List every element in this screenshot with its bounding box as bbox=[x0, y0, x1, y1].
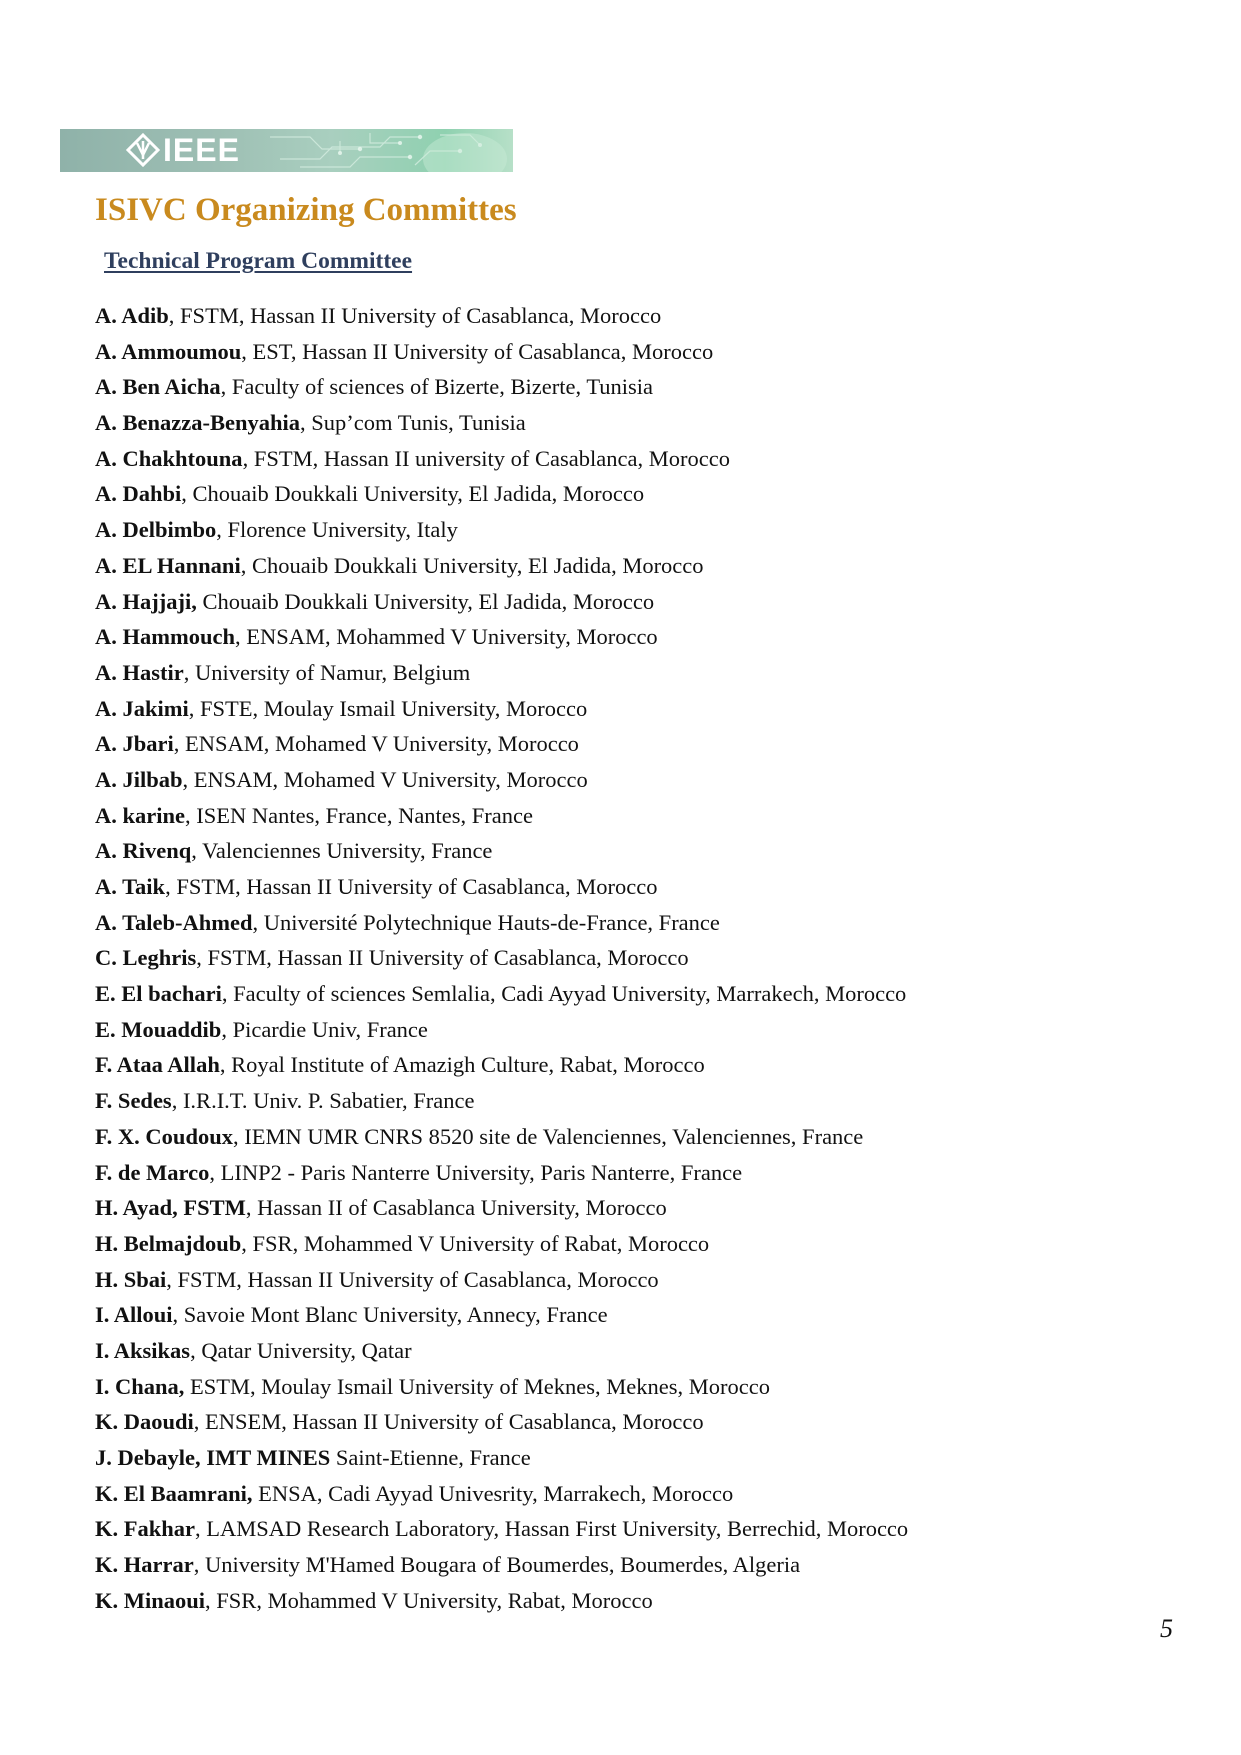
list-item bbox=[95, 476, 1195, 512]
member-affiliation: , FSTE, Moulay Ismail University, Morocco bbox=[188, 695, 588, 721]
list-item bbox=[95, 1047, 1195, 1083]
member-affiliation: , FSTM, Hassan II university of Casablanca, Morocco bbox=[242, 445, 730, 471]
member-name: K. Daoudi bbox=[95, 1409, 194, 1435]
committee-list bbox=[95, 298, 1195, 1618]
member-affiliation: , Hassan II of Casablanca University, Morocco bbox=[245, 1195, 667, 1221]
list-item bbox=[95, 1547, 1195, 1583]
list-item bbox=[95, 762, 1195, 798]
list-item bbox=[95, 1511, 1195, 1547]
ieee-logo bbox=[126, 133, 240, 167]
list-item bbox=[95, 691, 1195, 727]
member-affiliation: , University of Namur, Belgium bbox=[183, 659, 471, 685]
list-item bbox=[95, 940, 1195, 976]
member-affiliation: , FSR, Mohammed V University of Rabat, Morocco bbox=[241, 1230, 710, 1256]
member-name: A. karine bbox=[95, 802, 185, 828]
member-affiliation: , LINP2 - Paris Nanterre University, Paris Nanterre, France bbox=[209, 1159, 743, 1185]
list-item bbox=[95, 1226, 1195, 1262]
list-item bbox=[95, 1012, 1195, 1048]
member-name: A. Hajjaji, bbox=[95, 588, 197, 614]
member-name: F. Ataa Allah bbox=[95, 1052, 220, 1078]
member-affiliation: , ENSEM, Hassan II University of Casablanca, Morocco bbox=[193, 1409, 704, 1435]
member-name: I. Aksikas bbox=[95, 1337, 191, 1363]
list-item bbox=[95, 726, 1195, 762]
list-item bbox=[95, 1369, 1195, 1405]
member-name: H. Belmajdoub bbox=[95, 1230, 242, 1256]
list-item bbox=[95, 1440, 1195, 1476]
member-name: F. de Marco bbox=[95, 1159, 210, 1185]
list-item bbox=[95, 1404, 1195, 1440]
member-name: A. Dahbi bbox=[95, 481, 182, 507]
ieee-diamond-icon bbox=[126, 133, 160, 167]
member-name: A. Ben Aicha bbox=[95, 374, 221, 400]
member-name: A. Delbimbo bbox=[95, 517, 217, 543]
member-affiliation: Saint-Etienne, France bbox=[330, 1445, 531, 1470]
list-item bbox=[95, 1333, 1195, 1369]
member-affiliation: , Chouaib Doukkali University, El Jadida, Morocco bbox=[240, 552, 704, 578]
member-affiliation: , Faculty of sciences of Bizerte, Bizerte, Tunisia bbox=[220, 374, 654, 400]
list-item bbox=[95, 1262, 1195, 1298]
member-name: A. Ammoumou bbox=[95, 338, 242, 364]
member-name: A. Jilbab bbox=[95, 766, 183, 792]
member-name: H. Sbai bbox=[95, 1266, 167, 1292]
member-affiliation: , ENSAM, Mohamed V University, Morocco bbox=[173, 731, 579, 757]
member-name: J. Debayle, IMT MINES bbox=[95, 1445, 331, 1470]
member-name: H. Ayad, FSTM bbox=[95, 1195, 246, 1221]
list-item bbox=[95, 441, 1195, 477]
member-affiliation: , FSTM, Hassan II University of Casablanca, Morocco bbox=[165, 874, 658, 899]
list-item bbox=[95, 655, 1195, 691]
list-item bbox=[95, 1155, 1195, 1191]
list-item bbox=[95, 405, 1195, 441]
member-affiliation: , FSR, Mohammed V University, Rabat, Morocco bbox=[205, 1587, 653, 1613]
member-affiliation: , Sup’com Tunis, Tunisia bbox=[300, 410, 526, 436]
list-item bbox=[95, 512, 1195, 548]
member-affiliation: , Royal Institute of Amazigh Culture, Rabat, Morocco bbox=[219, 1052, 705, 1078]
member-affiliation: , I.R.I.T. Univ. P. Sabatier, France bbox=[171, 1088, 475, 1114]
member-name: E. Mouaddib bbox=[95, 1016, 222, 1042]
member-affiliation: , University M'Hamed Bougara of Boumerdes, Boumerdes, Algeria bbox=[193, 1552, 801, 1578]
list-item bbox=[95, 584, 1195, 620]
member-name: A. Benazza-Benyahia bbox=[95, 410, 300, 436]
member-affiliation: , Qatar University, Qatar bbox=[190, 1337, 412, 1363]
member-name: A. Taleb-Ahmed bbox=[95, 909, 253, 935]
member-name: F. Sedes bbox=[95, 1088, 172, 1114]
member-name: E. El bachari bbox=[95, 981, 222, 1007]
member-affiliation: , Savoie Mont Blanc University, Annecy, France bbox=[172, 1302, 608, 1328]
list-item bbox=[95, 298, 1195, 334]
list-item bbox=[95, 798, 1195, 834]
list-item bbox=[95, 869, 1195, 905]
member-affiliation: ENSA, Cadi Ayyad Univesrity, Marrakech, Morocco bbox=[252, 1480, 734, 1506]
list-item bbox=[95, 1083, 1195, 1119]
member-affiliation: , IEMN UMR CNRS 8520 site de Valenciennes, Valenciennes, France bbox=[232, 1123, 864, 1149]
member-affiliation: , Picardie Univ, France bbox=[221, 1016, 428, 1042]
member-affiliation: , FSTM, Hassan II University of Casablanca, Morocco bbox=[168, 303, 662, 328]
member-affiliation: , ISEN Nantes, France, Nantes, France bbox=[185, 802, 534, 828]
member-name: A. Adib bbox=[95, 303, 169, 328]
member-name: K. Harrar bbox=[95, 1552, 194, 1578]
member-name: A. Rivenq bbox=[95, 838, 192, 864]
member-name: A. Jbari bbox=[95, 731, 174, 757]
member-affiliation: , ENSAM, Mohamed V University, Morocco bbox=[182, 766, 588, 792]
list-item bbox=[95, 369, 1195, 405]
member-name: A. Jakimi bbox=[95, 695, 189, 721]
list-item bbox=[95, 334, 1195, 370]
member-affiliation: , Université Polytechnique Hauts-de-France, France bbox=[252, 909, 720, 935]
member-name: K. El Baamrani, bbox=[95, 1480, 253, 1506]
member-name: K. Minaoui bbox=[95, 1587, 206, 1613]
member-name: K. Fakhar bbox=[95, 1516, 196, 1542]
member-name: I. Alloui bbox=[95, 1302, 173, 1328]
member-affiliation: ESTM, Moulay Ismail University of Meknes, Meknes, Morocco bbox=[184, 1373, 770, 1399]
member-affiliation: , ENSAM, Mohammed V University, Morocco bbox=[235, 624, 658, 650]
page-number: 5 bbox=[1160, 1614, 1173, 1643]
member-affiliation: , LAMSAD Research Laboratory, Hassan First University, Berrechid, Morocco bbox=[195, 1516, 909, 1542]
member-affiliation: , Faculty of sciences Semlalia, Cadi Ayyad University, Marrakech, Morocco bbox=[221, 981, 907, 1007]
ieee-banner bbox=[60, 129, 513, 172]
list-item bbox=[95, 1119, 1195, 1155]
member-name: F. X. Coudoux bbox=[95, 1123, 233, 1149]
member-affiliation: Chouaib Doukkali University, El Jadida, Morocco bbox=[196, 588, 655, 614]
member-affiliation: , FSTM, Hassan II University of Casablanca, Morocco bbox=[196, 945, 689, 971]
member-affiliation: , Chouaib Doukkali University, El Jadida, Morocco bbox=[181, 481, 645, 507]
member-name: I. Chana, bbox=[95, 1373, 185, 1399]
member-affiliation: , EST, Hassan II University of Casablanca, Morocco bbox=[241, 338, 714, 364]
list-item bbox=[95, 548, 1195, 584]
member-affiliation: , Valenciennes University, France bbox=[191, 838, 493, 864]
member-affiliation: , FSTM, Hassan II University of Casablanca, Morocco bbox=[166, 1266, 659, 1292]
list-item bbox=[95, 1476, 1195, 1512]
list-item bbox=[95, 833, 1195, 869]
member-name: C. Leghris bbox=[95, 945, 197, 971]
member-name: A. Hastir bbox=[95, 659, 184, 685]
member-name: A. Taik bbox=[95, 874, 166, 899]
member-affiliation: , Florence University, Italy bbox=[216, 517, 458, 543]
list-item bbox=[95, 976, 1195, 1012]
member-name: A. Chakhtouna bbox=[95, 445, 243, 471]
section-title: Technical Program Committee bbox=[104, 248, 413, 274]
ieee-logo-text: IEEE bbox=[163, 132, 240, 168]
member-name: A. EL Hannani bbox=[95, 552, 241, 578]
member-name: A. Hammouch bbox=[95, 624, 235, 650]
list-item bbox=[95, 1583, 1195, 1619]
list-item bbox=[95, 905, 1195, 941]
list-item bbox=[95, 619, 1195, 655]
list-item bbox=[95, 1190, 1195, 1226]
list-item bbox=[95, 1297, 1195, 1333]
page-title: ISIVC Organizing Committes bbox=[95, 192, 517, 228]
